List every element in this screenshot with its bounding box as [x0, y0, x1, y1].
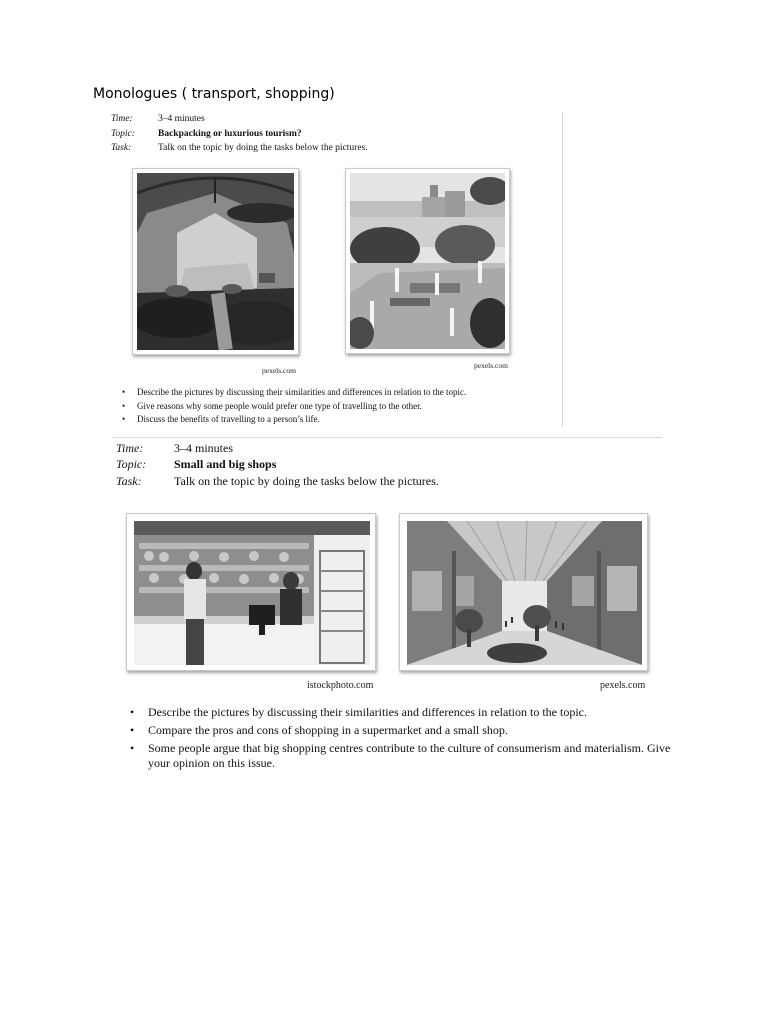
task-value: Talk on the topic by doing the tasks below the pictures.	[158, 143, 368, 153]
list-item: • Compare the pros and cons of shopping in a supermarket and a small shop.	[128, 723, 673, 738]
photo-shopping-mall	[399, 513, 648, 671]
time-label: Time:	[111, 114, 133, 124]
document-title: Monologues ( transport, shopping)	[93, 86, 335, 102]
topic-value: Backpacking or luxurious tourism?	[158, 129, 302, 139]
photo2-credit: pexels.com	[474, 361, 508, 370]
task-label: Task:	[111, 143, 132, 153]
time-value: 3–4 minutes	[158, 114, 205, 124]
photo-tent-interior	[132, 168, 299, 355]
section-divider	[112, 437, 662, 438]
task-value: Talk on the topic by doing the tasks below the pictures.	[174, 474, 439, 488]
time-value: 3–4 minutes	[174, 441, 233, 455]
list-item: • Discuss the benefits of travelling to a person’s life.	[120, 413, 560, 427]
mall-image	[407, 521, 642, 665]
task-card-backpacking	[97, 112, 563, 426]
list-item: • Describe the pictures by discussing their similarities and differences in relation to the topic.	[120, 386, 560, 400]
topic-value: Small and big shops	[174, 457, 277, 471]
time-label: Time:	[116, 441, 144, 455]
terrace-image	[350, 173, 505, 349]
list-item: • Describe the pictures by discussing their similarities and differences in relation to the topic.	[128, 705, 673, 720]
list-item: • Some people argue that big shopping centres contribute to the culture of consumerism and materialism. Give your opinion on this issue.	[128, 741, 673, 770]
task-bullets	[120, 386, 560, 427]
photo1-credit: pexels.com	[262, 366, 296, 375]
topic-label: Topic:	[111, 129, 135, 139]
list-item: • Give reasons why some people would prefer one type of travelling to the other.	[120, 400, 560, 414]
bakery-image	[134, 521, 370, 665]
photo-bakery-shop	[126, 513, 376, 671]
task-label: Task:	[116, 474, 142, 488]
photo-luxury-terrace	[345, 168, 510, 354]
task-bullets	[128, 705, 673, 774]
tent-image	[137, 173, 294, 350]
photo4-credit: pexels.com	[600, 680, 646, 691]
topic-label: Topic:	[116, 457, 147, 471]
photo3-credit: istockphoto.com	[307, 680, 374, 691]
